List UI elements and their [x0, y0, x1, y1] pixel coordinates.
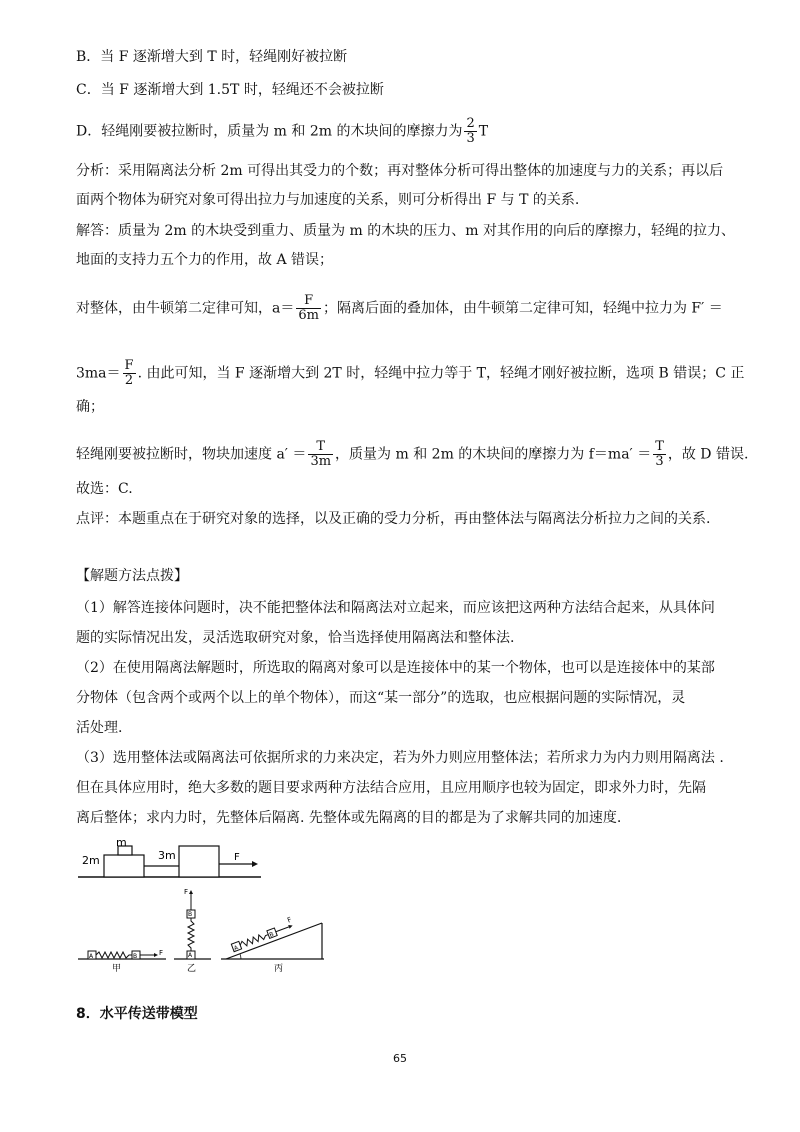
block-diagram: [76, 840, 266, 890]
fraction-t-3: $\frac{T}{3}$: [655, 439, 664, 469]
label-2m: 2m: [82, 854, 100, 867]
label-force: F: [234, 852, 240, 863]
block-3m: [179, 846, 219, 877]
diagram-jia: [78, 949, 166, 974]
label-m: m: [116, 840, 127, 849]
bing-spring: [239, 932, 269, 948]
fraction-f-6m: $\frac{F}{6m}$: [298, 293, 319, 323]
caption-yi: 乙: [187, 964, 197, 974]
page-number: 65: [393, 1052, 407, 1065]
method-line-1: （1）解答连接体问题时，决不能把整体法和隔离法对立起来，而应该把这两种方法结合起来，从具体问: [76, 600, 715, 616]
solution-line-6-text: 轻绳刚要被拉断时，物块加速度 a′ ＝: [76, 446, 307, 463]
method-line-4: 分物体（包含两个或两个以上的单个物体），而这“某一部分”的选取，也应根据问题的实际情况，灵: [76, 690, 686, 706]
solution-line-3-text: 对整体，由牛顿第二定律可知，a＝: [76, 300, 295, 317]
method-line-8: 离后整体；求内力时，先整体后隔离. 先整体或先隔离的目的都是为了求解共同的加速度.: [76, 810, 622, 826]
force-arrowhead: [252, 861, 258, 867]
solution-line-1: 解答：质量为 2m 的木块受到重力、质量为 m 的木块的压力、m 对其作用的向后的摩擦力，轻绳的拉力、: [76, 223, 735, 239]
method-line-6: （3）选用整体法或隔离法可依据所求的力来决定，若为外力则应用整体法；若所求力为内力则用隔离法 .: [76, 750, 724, 766]
solution-line-5: 确；: [76, 399, 104, 415]
spring-diagrams: [76, 885, 326, 980]
block-2m: [104, 855, 144, 877]
incline-angle-arc: [240, 954, 241, 959]
solution-line-6: [76, 440, 748, 469]
solution-line-4-text: 3ma＝: [76, 365, 121, 382]
jia-label-a: A: [89, 953, 94, 960]
method-line-7: 但在具体应用时，绝大多数的题目要求两种方法结合应用，且应用顺序也较为固定，即求外力时，先隔: [76, 780, 706, 796]
yi-label-b: B: [188, 911, 193, 918]
fraction-t-3m: $\frac{T}{3m}$: [310, 439, 332, 469]
option-d: [76, 117, 488, 146]
answer-line: 故选：C.: [76, 481, 133, 497]
solution-line-3-text-2: ；隔离后面的叠加体，由牛顿第二定律可知，轻绳中拉力为 F′ ＝: [322, 300, 723, 317]
yi-label-f: F: [184, 888, 189, 896]
solution-line-4-text-2: . 由此可知，当 F 逐渐增大到 2T 时，轻绳中拉力等于 T，轻绳才刚好被拉断，选项 B 错误；C 正: [137, 365, 745, 382]
solution-line-6-text-2: ，质量为 m 和 2m 的木块间的摩擦力为 f＝ma′ ＝: [335, 446, 652, 463]
method-line-5: 活处理.: [76, 720, 123, 736]
label-3m: 3m: [158, 849, 176, 862]
option-d-text: D．轻绳刚要被拉断时，质量为 m 和 2m 的木块间的摩擦力为: [76, 123, 463, 140]
bing-label-f: F: [286, 915, 293, 925]
jia-label-f: F: [159, 949, 164, 957]
diagram-bing: [221, 916, 324, 974]
bing-label-b: B: [268, 930, 275, 939]
method-heading: 【解题方法点拨】: [76, 568, 188, 584]
jia-label-b: B: [133, 953, 138, 960]
solution-line-3: [76, 294, 723, 323]
option-c: C．当 F 逐渐增大到 1.5T 时，轻绳还不会被拉断: [76, 82, 384, 98]
caption-jia: 甲: [112, 964, 122, 974]
jia-spring: [96, 952, 132, 958]
analysis-line-1: 分析：采用隔离法分析 2m 可得出其受力的个数；再对整体分析可得出整体的加速度与力的关系；再以后: [76, 163, 724, 179]
solution-line-4: [76, 359, 744, 388]
method-line-3: （2）在使用隔离法解题时，所选取的隔离对象可以是连接体中的某一个物体，也可以是连接体中的某部: [76, 660, 715, 676]
option-b: B．当 F 逐渐增大到 T 时，轻绳刚好被拉断: [76, 49, 348, 65]
fraction-two-thirds: $\frac{2}{3}$: [466, 116, 475, 146]
yi-label-a: A: [188, 952, 193, 959]
diagram-yi: [174, 888, 211, 974]
solution-line-6-text-3: ，故 D 错误.: [667, 446, 749, 463]
section-title: 8．水平传送带模型: [76, 1006, 198, 1022]
bing-label-a: A: [232, 944, 240, 953]
method-line-2: 题的实际情况出发，灵活选取研究对象，恰当选择使用隔离法和整体法.: [76, 630, 515, 646]
yi-spring: [188, 918, 194, 951]
fraction-f-2: $\frac{F}{2}$: [124, 358, 134, 388]
comment-line: 点评：本题重点在于研究对象的选择，以及正确的受力分析，再由整体法与隔离法分析拉力之间的关系.: [76, 511, 711, 527]
solution-line-2: 地面的支持力五个力的作用，故 A 错误；: [76, 252, 334, 268]
option-d-unit: T: [478, 123, 489, 140]
caption-bing: 丙: [274, 964, 284, 974]
analysis-line-2: 面两个物体为研究对象可得出拉力与加速度的关系，则可分析得出 F 与 T 的关系.: [76, 192, 580, 208]
